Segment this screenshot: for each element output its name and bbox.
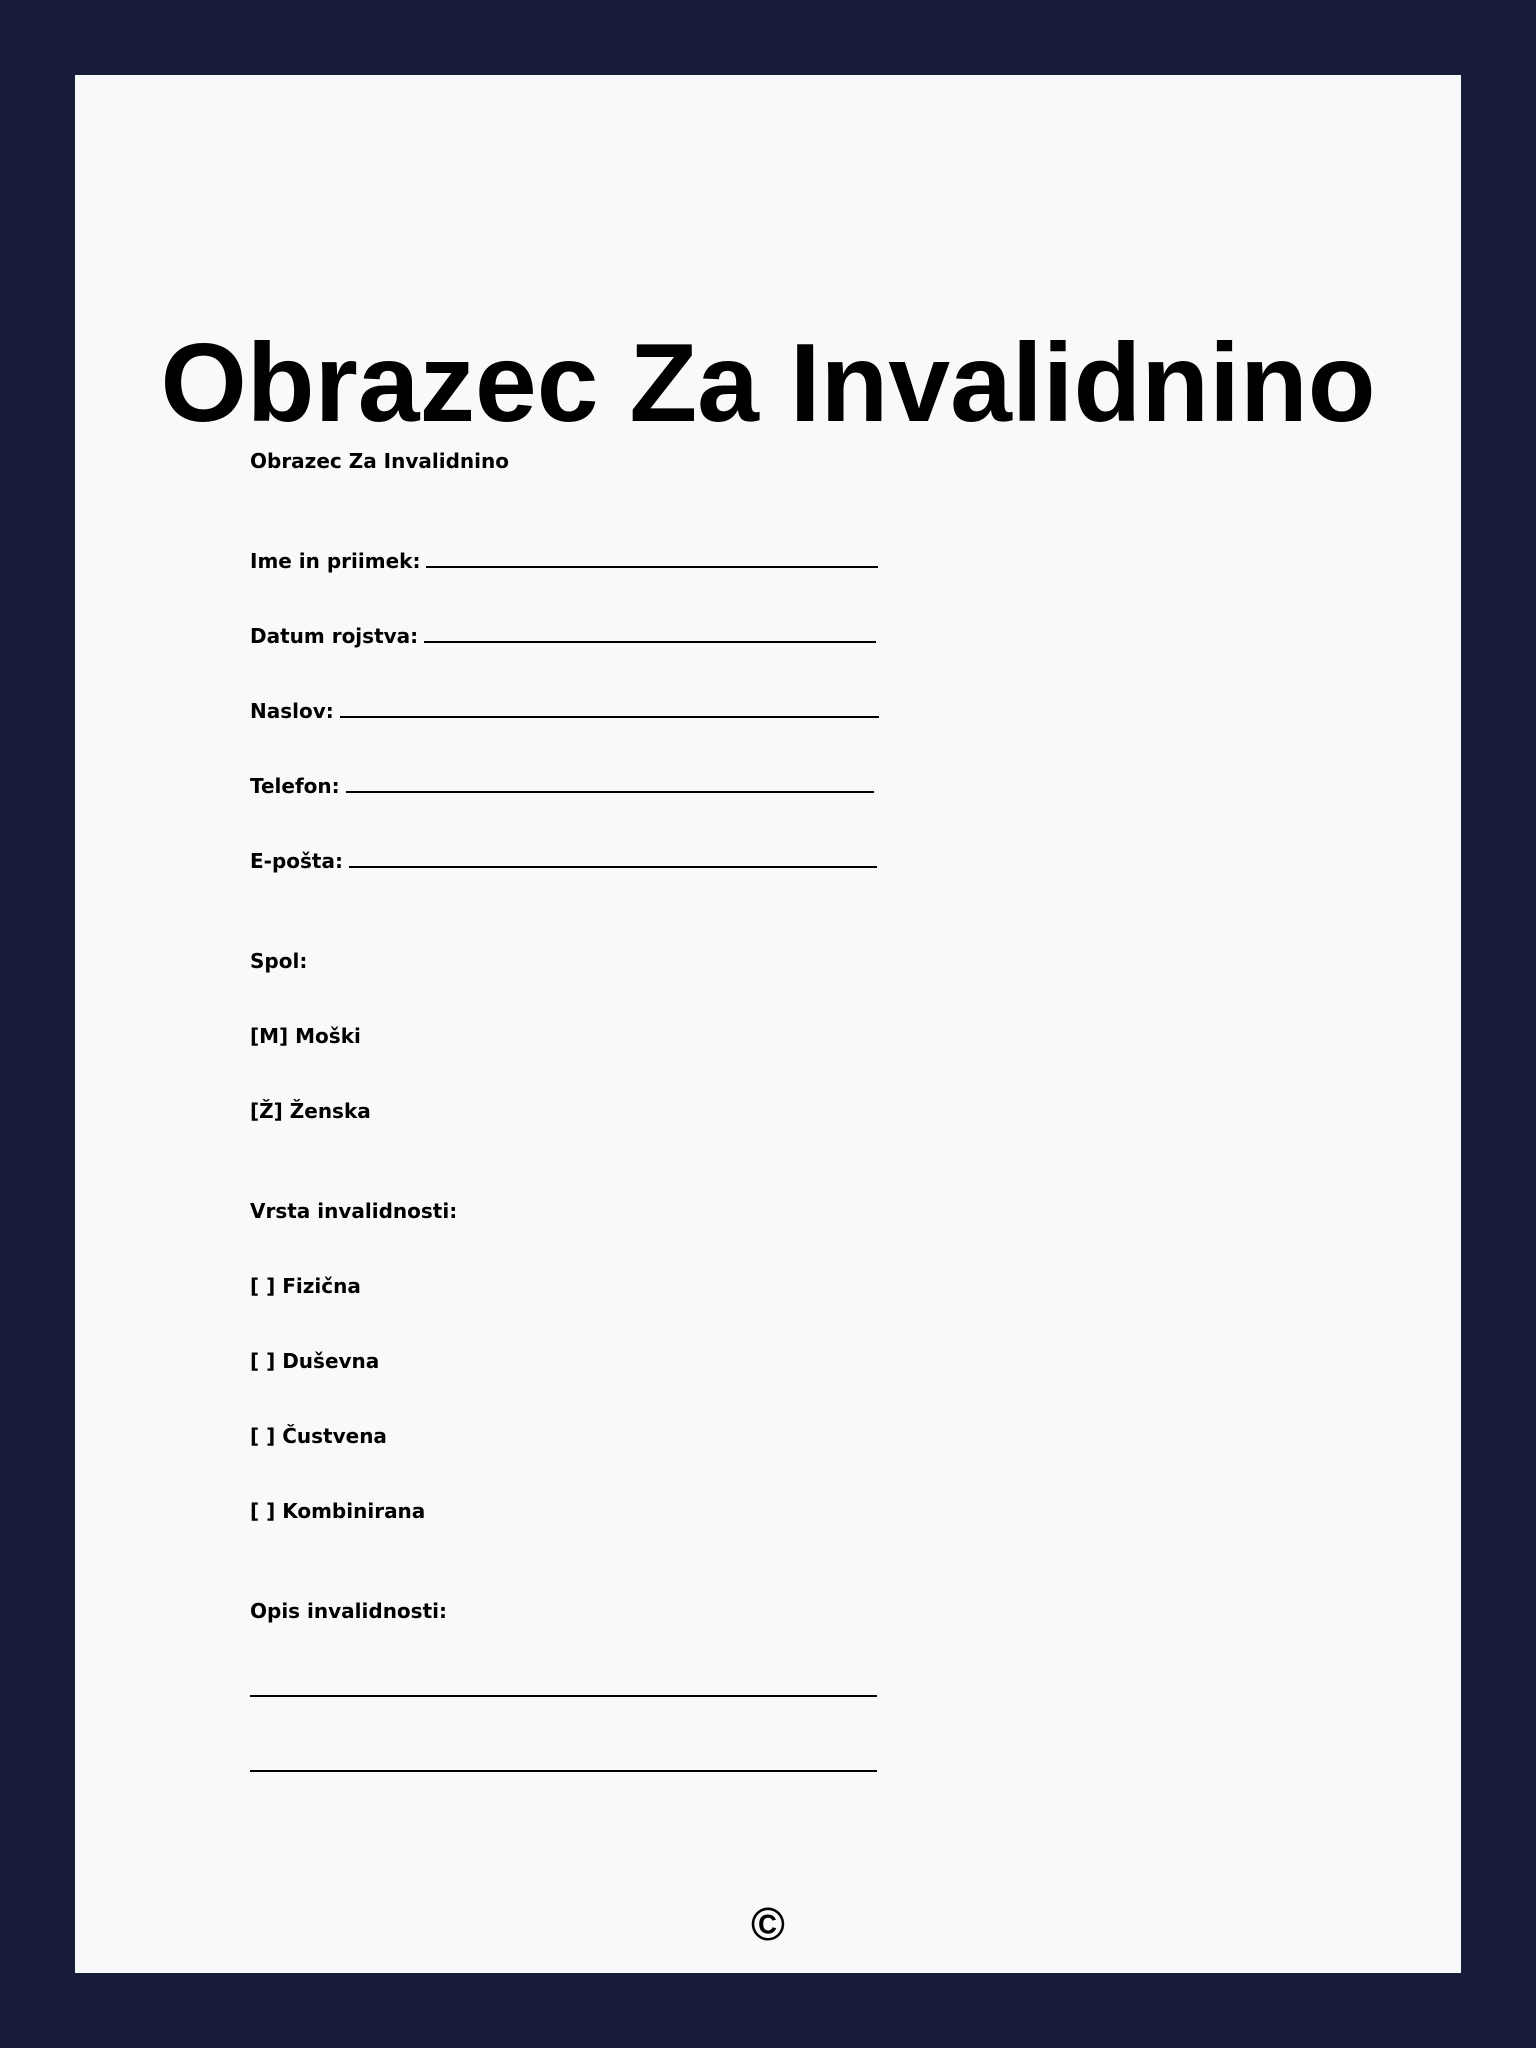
disability-option-mental[interactable]: [ ] Duševna (250, 1349, 380, 1373)
birthdate-field-label: Datum rojstva: (250, 624, 419, 648)
form-subtitle: Obrazec Za Invalidnino (250, 449, 509, 473)
name-field-label: Ime in priimek: (250, 549, 421, 573)
email-field-blank[interactable] (349, 860, 877, 868)
disability-type-label: Vrsta invalidnosti: (250, 1199, 458, 1223)
address-field-blank[interactable] (340, 710, 879, 718)
description-line-1[interactable] (250, 1695, 877, 1697)
email-field-label: E-pošta: (250, 849, 343, 873)
address-field-row (250, 699, 879, 723)
name-field-row (250, 549, 878, 573)
phone-field-blank[interactable] (346, 785, 874, 793)
address-field-label: Naslov: (250, 699, 334, 723)
phone-field-row (250, 774, 874, 798)
form-sheet (75, 75, 1461, 1973)
birthdate-field-row (250, 624, 876, 648)
description-label: Opis invalidnosti: (250, 1599, 447, 1623)
description-line-2[interactable] (250, 1770, 877, 1772)
disability-option-emotional[interactable]: [ ] Čustvena (250, 1424, 387, 1448)
phone-field-label: Telefon: (250, 774, 340, 798)
page-title: Obrazec Za Invalidnino (160, 321, 1376, 445)
gender-option-female[interactable]: [Ž] Ženska (250, 1099, 371, 1123)
name-field-blank[interactable] (426, 560, 878, 568)
disability-option-combined[interactable]: [ ] Kombinirana (250, 1499, 426, 1523)
birthdate-field-blank[interactable] (424, 635, 876, 643)
copyright-icon: © (751, 1898, 785, 1950)
email-field-row (250, 849, 877, 873)
disability-option-physical[interactable]: [ ] Fizična (250, 1274, 361, 1298)
gender-label: Spol: (250, 949, 308, 973)
gender-option-male[interactable]: [M] Moški (250, 1024, 361, 1048)
